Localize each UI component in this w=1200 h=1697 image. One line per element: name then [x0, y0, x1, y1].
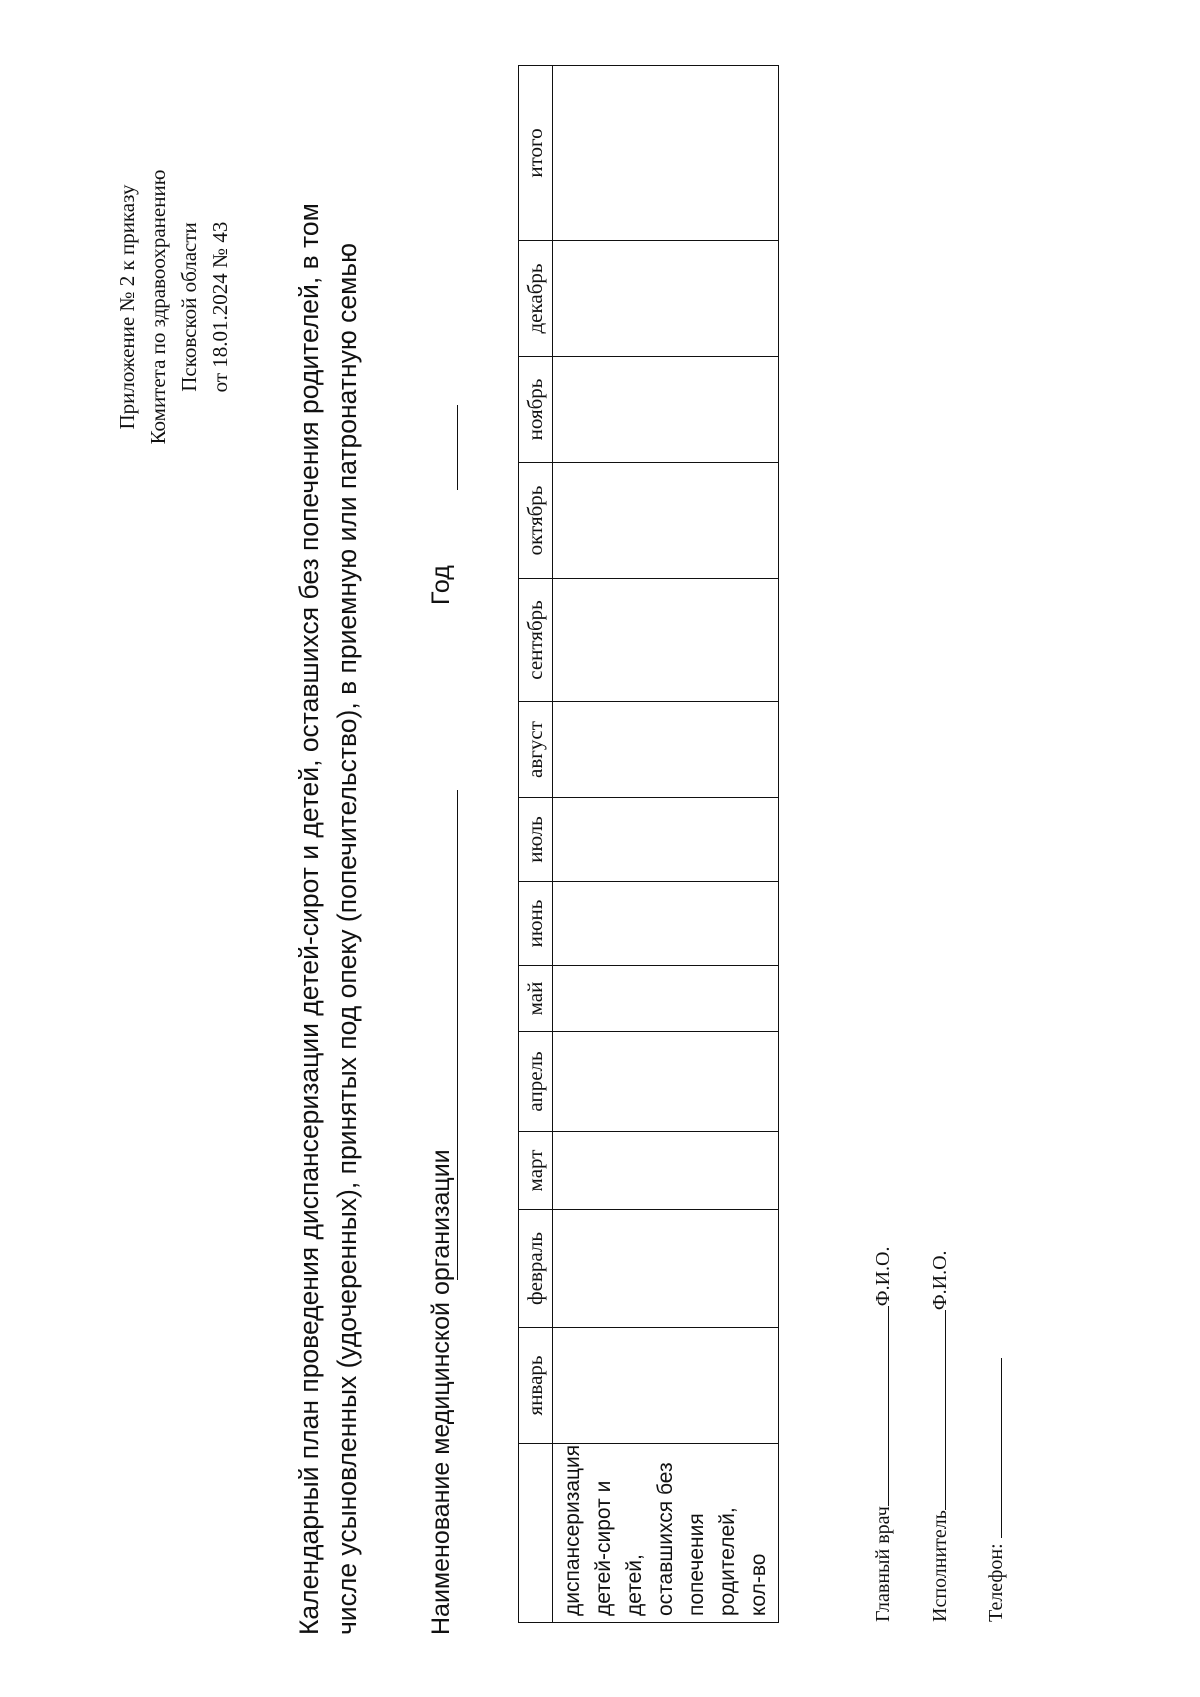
header-january: январь: [519, 1328, 553, 1444]
header-june: июнь: [519, 882, 553, 966]
year-blank[interactable]: [457, 405, 458, 490]
phone-blank[interactable]: [983, 1358, 1002, 1538]
appendix-line-1: Приложение № 2 к приказу: [115, 184, 139, 430]
cell-april[interactable]: [553, 1032, 779, 1132]
appendix-line-4: от 18.01.2024 № 43: [208, 221, 232, 393]
header-corner: [519, 1444, 553, 1623]
year-label: Год: [427, 565, 455, 605]
phone-label: Телефон:: [985, 1543, 1007, 1622]
organization-label: Наименование медицинской организации: [427, 1149, 455, 1635]
header-december: декабрь: [519, 241, 553, 357]
cell-total[interactable]: [553, 66, 779, 241]
phone-line: [983, 1358, 1008, 1622]
document-title: [290, 35, 366, 1635]
chief-doctor-label: Главный врач: [872, 1506, 894, 1622]
header-february: февраль: [519, 1210, 553, 1328]
header-april: апрель: [519, 1032, 553, 1132]
cell-november[interactable]: [553, 357, 779, 463]
cell-december[interactable]: [553, 241, 779, 357]
cell-september[interactable]: [553, 579, 779, 702]
table-row: [553, 66, 779, 1623]
appendix-line-3: Псковской области: [177, 222, 201, 392]
cell-june[interactable]: [553, 882, 779, 966]
executor-blank[interactable]: [927, 1310, 946, 1510]
cell-october[interactable]: [553, 463, 779, 579]
appendix-header: [112, 47, 236, 567]
row-label: диспансеризация детей-сирот и детей, оставшихся без попечения родителей, кол-во: [553, 1444, 779, 1623]
cell-july[interactable]: [553, 798, 779, 882]
header-october: октябрь: [519, 463, 553, 579]
header-march: март: [519, 1132, 553, 1210]
appendix-line-2: Комитета по здравоохранению: [146, 169, 170, 445]
title-line-1: Календарный план проведения диспансеризации детей-сирот и детей, оставшихся без попечения родителей, в том: [294, 203, 324, 1635]
cell-march[interactable]: [553, 1132, 779, 1210]
header-may: май: [519, 966, 553, 1032]
cell-january[interactable]: [553, 1328, 779, 1444]
header-september: сентябрь: [519, 579, 553, 702]
header-july: июль: [519, 798, 553, 882]
organization-line: [427, 35, 467, 1635]
cell-february[interactable]: [553, 1210, 779, 1328]
header-total: итого: [519, 66, 553, 241]
executor-signature: [927, 1250, 952, 1622]
table-header-row: [519, 66, 553, 1623]
title-line-2: числе усыновленных (удочеренных), принятых под опеку (попечительство), в приемную или патронатную семью: [332, 243, 362, 1635]
header-november: ноябрь: [519, 357, 553, 463]
chief-doctor-blank[interactable]: [870, 1306, 889, 1506]
cell-august[interactable]: [553, 702, 779, 798]
chief-doctor-fio: Ф.И.О.: [872, 1246, 894, 1307]
chief-doctor-signature: [870, 1247, 895, 1622]
executor-label: Исполнитель: [929, 1510, 951, 1622]
organization-blank[interactable]: [457, 790, 458, 1280]
header-august: август: [519, 702, 553, 798]
executor-fio: Ф.И.О.: [929, 1250, 951, 1311]
cell-may[interactable]: [553, 966, 779, 1032]
plan-table: [518, 65, 779, 1623]
